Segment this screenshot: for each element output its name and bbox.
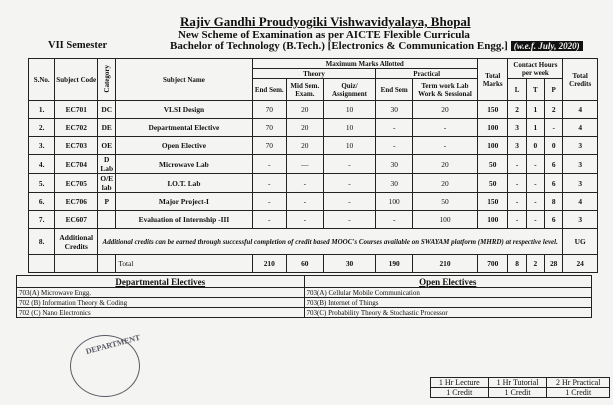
row-total-marks: 150 xyxy=(478,193,508,211)
row-practical-end: 30 xyxy=(376,174,413,193)
row-category: DE xyxy=(98,119,116,137)
row-practical-end: - xyxy=(376,211,413,229)
row-total-marks: 100 xyxy=(478,137,508,155)
row-code: EC704 xyxy=(55,155,98,174)
row-category: P xyxy=(98,193,116,211)
header-theory: Theory xyxy=(252,69,376,79)
total-label: Total xyxy=(116,255,252,273)
row-sno: 3. xyxy=(29,137,55,155)
header-T: T xyxy=(526,79,544,101)
university-title: Rajiv Gandhi Proudyogiki Vishwavidyalaya, Bhopal xyxy=(180,14,471,29)
row-L: 3 xyxy=(508,137,526,155)
header-L: L xyxy=(508,79,526,101)
row-term-work: - xyxy=(412,137,477,155)
row-T: - xyxy=(526,155,544,174)
row-P: - xyxy=(545,119,563,137)
electives-table xyxy=(16,275,592,318)
row-T: 0 xyxy=(526,137,544,155)
stamp-text: DEPARTMENT xyxy=(84,332,142,357)
row-P: 6 xyxy=(545,211,563,229)
header-subject-name: Subject Name xyxy=(116,59,252,101)
row-credits: 3 xyxy=(563,137,598,155)
subject-row xyxy=(29,155,598,174)
wef-badge: (w.e.f. July, 2020) xyxy=(511,41,583,51)
row-P: 2 xyxy=(545,101,563,119)
row-code: EC701 xyxy=(55,101,98,119)
row-sno: 6. xyxy=(29,193,55,211)
additional-note: Additional credits can be earned through successful completion of credit based MOOC's Courses available on SWAYAM platform (MHRD) at respective level. xyxy=(98,229,563,255)
row-theory-end: 70 xyxy=(252,101,287,119)
header-practical: Practical xyxy=(376,69,478,79)
row-mid-sem: 20 xyxy=(287,119,324,137)
row-practical-end: 30 xyxy=(376,155,413,174)
header-mid-sem: Mid Sem. Exam. xyxy=(287,79,324,101)
row-subject-name: Departmental Elective xyxy=(116,119,252,137)
row-term-work: 20 xyxy=(412,155,477,174)
total-quiz: 30 xyxy=(323,255,376,273)
row-mid-sem: 20 xyxy=(287,137,324,155)
departmental-elective-item: 702 (C) Nano Electronics xyxy=(17,308,305,318)
row-quiz: - xyxy=(323,155,376,174)
credits-legend xyxy=(430,377,610,398)
header-practical-end-sem: End Sem xyxy=(376,79,413,101)
row-practical-end: 100 xyxy=(376,193,413,211)
row-practical-end: - xyxy=(376,137,413,155)
legend-credit-1: 1 Credit xyxy=(431,388,489,398)
open-electives-title: Open Electives xyxy=(304,276,592,288)
subject-row xyxy=(29,193,598,211)
row-code: EC706 xyxy=(55,193,98,211)
open-elective-item: 703(C) Probability Theory & Stochastic Processor xyxy=(304,308,592,318)
total-empty-1 xyxy=(29,255,55,273)
row-theory-end: - xyxy=(252,155,287,174)
department-stamp xyxy=(70,332,142,397)
row-code: EC702 xyxy=(55,119,98,137)
row-L: - xyxy=(508,174,526,193)
row-L: - xyxy=(508,155,526,174)
row-credits: 4 xyxy=(563,119,598,137)
departmental-elective-item: 702 (B) Information Theory & Coding xyxy=(17,298,305,308)
row-T: - xyxy=(526,211,544,229)
subject-row xyxy=(29,137,598,155)
row-term-work: 20 xyxy=(412,101,477,119)
row-practical-end: - xyxy=(376,119,413,137)
row-P: 6 xyxy=(545,155,563,174)
row-T: - xyxy=(526,174,544,193)
row-sno: 2. xyxy=(29,119,55,137)
legend-credit-2: 1 Credit xyxy=(488,388,547,398)
row-L: 2 xyxy=(508,101,526,119)
row-mid-sem: — xyxy=(287,155,324,174)
row-code: EC607 xyxy=(55,211,98,229)
row-mid-sem: - xyxy=(287,193,324,211)
row-L: - xyxy=(508,193,526,211)
row-theory-end: 70 xyxy=(252,119,287,137)
total-term: 210 xyxy=(412,255,477,273)
row-L: - xyxy=(508,211,526,229)
row-term-work: - xyxy=(412,119,477,137)
total-empty-2 xyxy=(55,255,98,273)
additional-label: Additional Credits xyxy=(55,229,98,255)
row-subject-name: I.O.T. Lab xyxy=(116,174,252,193)
row-theory-end: - xyxy=(252,193,287,211)
row-category: D Lab xyxy=(98,155,116,174)
header-quiz: Quiz/ Assignment xyxy=(323,79,376,101)
row-theory-end: 70 xyxy=(252,137,287,155)
header-category xyxy=(98,59,116,101)
row-subject-name: Open Elective xyxy=(116,137,252,155)
header-contact-hours: Contact Hours per week xyxy=(508,59,563,79)
open-elective-item: 703(B) Internet of Things xyxy=(304,298,592,308)
legend-tutorial: 1 Hr Tutorial xyxy=(488,378,547,388)
row-term-work: 20 xyxy=(412,174,477,193)
row-category: OE xyxy=(98,137,116,155)
row-subject-name: Evaluation of Internship -III xyxy=(116,211,252,229)
row-code: EC705 xyxy=(55,174,98,193)
row-sno: 4. xyxy=(29,155,55,174)
row-P: 6 xyxy=(545,174,563,193)
scheme-title: New Scheme of Examination as per AICTE Flexible Curricula xyxy=(178,29,470,41)
header-term-work: Term work Lab Work & Sessional xyxy=(412,79,477,101)
header-total-credits: Total Credits xyxy=(563,59,598,101)
departmental-elective-item: 703(A) Microwave Engg. xyxy=(17,288,305,298)
row-P: 8 xyxy=(545,193,563,211)
program-title xyxy=(170,40,583,52)
row-theory-end: - xyxy=(252,211,287,229)
header-max-marks: Maximum Marks Allotted xyxy=(252,59,478,69)
row-credits: 3 xyxy=(563,211,598,229)
row-total-marks: 50 xyxy=(478,155,508,174)
row-subject-name: Microwave Lab xyxy=(116,155,252,174)
additional-sno: 8. xyxy=(29,229,55,255)
row-credits: 4 xyxy=(563,101,598,119)
row-quiz: 10 xyxy=(323,119,376,137)
row-total-marks: 50 xyxy=(478,174,508,193)
row-term-work: 100 xyxy=(412,211,477,229)
row-P: 0 xyxy=(545,137,563,155)
total-marks: 700 xyxy=(478,255,508,273)
row-practical-end: 30 xyxy=(376,101,413,119)
row-credits: 3 xyxy=(563,174,598,193)
row-mid-sem: - xyxy=(287,174,324,193)
row-total-marks: 100 xyxy=(478,211,508,229)
row-total-marks: 150 xyxy=(478,101,508,119)
open-elective-item: 703(A) Cellular Mobile Communication xyxy=(304,288,592,298)
row-mid-sem: 20 xyxy=(287,101,324,119)
row-subject-name: Major Project-I xyxy=(116,193,252,211)
row-T: 1 xyxy=(526,101,544,119)
row-total-marks: 100 xyxy=(478,119,508,137)
program-name: Bachelor of Technology (B.Tech.) [Electronics & Communication Engg.] xyxy=(170,40,508,52)
total-P: 28 xyxy=(545,255,563,273)
row-quiz: - xyxy=(323,193,376,211)
row-category: DC xyxy=(98,101,116,119)
subject-row xyxy=(29,211,598,229)
row-L: 3 xyxy=(508,119,526,137)
header-total-marks: Total Marks xyxy=(478,59,508,101)
subject-row xyxy=(29,101,598,119)
legend-credit-3: 1 Credit xyxy=(547,388,610,398)
header-P: P xyxy=(545,79,563,101)
row-sno: 5. xyxy=(29,174,55,193)
row-credits: 4 xyxy=(563,193,598,211)
row-quiz: 10 xyxy=(323,137,376,155)
row-category: O/E lab xyxy=(98,174,116,193)
row-T: - xyxy=(526,193,544,211)
row-quiz: - xyxy=(323,211,376,229)
header-category-text: Category xyxy=(102,64,111,93)
row-code: EC703 xyxy=(55,137,98,155)
total-mid: 60 xyxy=(287,255,324,273)
row-quiz: 10 xyxy=(323,101,376,119)
row-sno: 7. xyxy=(29,211,55,229)
row-sno: 1. xyxy=(29,101,55,119)
header-end-sem: End Sem. xyxy=(252,79,287,101)
total-pr-end: 190 xyxy=(376,255,413,273)
scheme-table xyxy=(28,58,598,273)
row-category xyxy=(98,211,116,229)
additional-credit: UG xyxy=(563,229,598,255)
row-theory-end: - xyxy=(252,174,287,193)
header-sno: S.No. xyxy=(29,59,55,101)
total-T: 2 xyxy=(526,255,544,273)
row-credits: 3 xyxy=(563,155,598,174)
subject-row xyxy=(29,174,598,193)
legend-practical: 2 Hr Practical xyxy=(547,378,610,388)
row-term-work: 50 xyxy=(412,193,477,211)
semester-label: VII Semester xyxy=(48,40,108,51)
total-L: 8 xyxy=(508,255,526,273)
departmental-electives-title: Departmental Electives xyxy=(17,276,305,288)
legend-lecture: 1 Hr Lecture xyxy=(431,378,489,388)
total-th-end: 210 xyxy=(252,255,287,273)
row-T: 1 xyxy=(526,119,544,137)
total-empty-3 xyxy=(98,255,116,273)
row-quiz: - xyxy=(323,174,376,193)
header-code: Subject Code xyxy=(55,59,98,101)
row-mid-sem: - xyxy=(287,211,324,229)
subject-row xyxy=(29,119,598,137)
row-subject-name: VLSI Design xyxy=(116,101,252,119)
total-credits: 24 xyxy=(563,255,598,273)
